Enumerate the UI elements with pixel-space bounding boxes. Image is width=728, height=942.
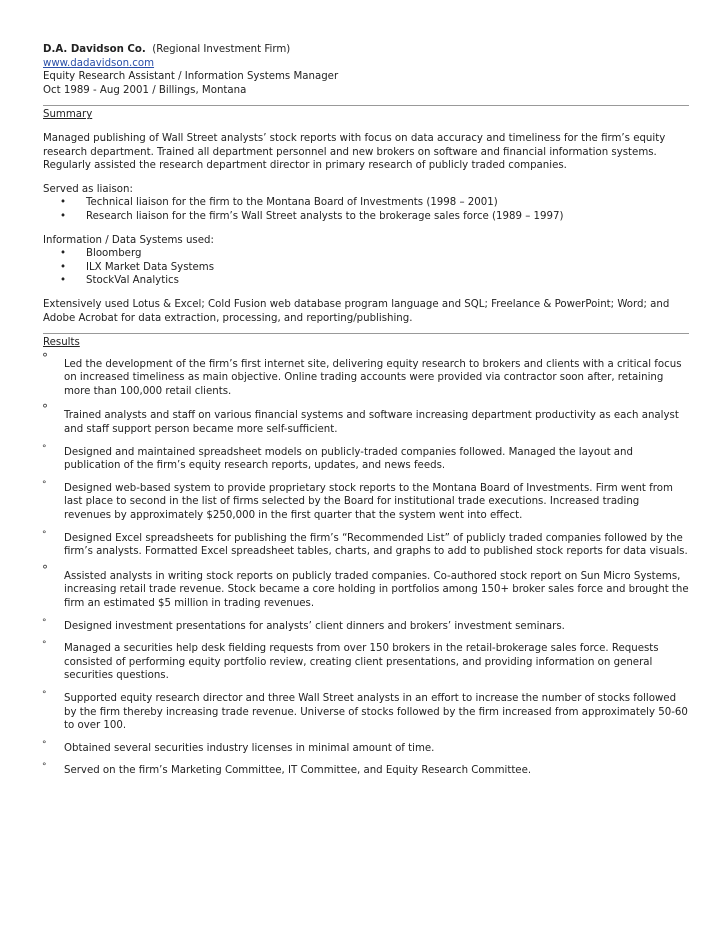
degree-bullet-icon: °	[42, 402, 48, 417]
list-item: • Technical liaison for the firm to the Montana Board of Investments (1998 – 2001)	[60, 197, 498, 209]
bullet-icon: •	[60, 261, 67, 273]
result-item: ° Supported equity research director and three Wall Street analysts in an effort to increase the number of stocks followed by the firm thereby increasing trade revenue. Universe of stocks followed by the firm increased from approximately 50-60 to over 100.	[42, 689, 688, 732]
result-item: ° Designed web-based system to provide proprietary stock reports to the Montana Board of Investments. Firm went from last place to second in the list of firms selected by the Board for institutional trade executions. Increased trading revenues by approximately $250,000 in the first quarter that the system went into effect.	[42, 479, 673, 522]
results-list	[42, 350, 689, 778]
degree-bullet-icon: °	[42, 617, 47, 628]
result-item: ° Managed a securities help desk fielding requests from over 150 brokers in the retail-brokerage sales force. Requests consisted of performing equity portfolio review, creating client presentations, and providing information on general securities questions.	[42, 640, 659, 682]
result-item: ° Obtained several securities industry licenses in minimal amount of time.	[42, 739, 435, 754]
results-title: Results	[43, 337, 80, 349]
bullet-icon: •	[60, 248, 67, 260]
degree-bullet-icon: °	[42, 529, 47, 540]
systems-list	[43, 247, 689, 288]
liaison-heading: Served as liaison:	[43, 183, 133, 195]
bullet-icon: •	[60, 197, 67, 209]
header-line-company	[43, 43, 689, 57]
degree-bullet-icon: °	[42, 640, 47, 651]
list-item: • StockVal Analytics	[60, 275, 179, 287]
list-item: • Research liaison for the firm’s Wall Street analysts to the brokerage sales force (1989 – 1997)	[60, 210, 564, 222]
result-item: ° Led the development of the firm’s first internet site, delivering equity research to brokers and clients with a critical focus on increased timeliness as main objective. Online trading accounts were provided via contractor soon after, retaining more than 100,000 retail clients.	[42, 350, 682, 397]
liaison-list	[43, 196, 689, 223]
bullet-icon: •	[60, 275, 67, 287]
degree-bullet-icon: °	[42, 762, 47, 773]
result-item: ° Designed Excel spreadsheets for publishing the firm’s “Recommended List” of publicly traded companies followed by the firm’s analysts. Formatted Excel spreadsheet tables, charts, and graphs to add to published stock reports for data visuals.	[42, 529, 688, 558]
degree-bullet-icon: °	[42, 479, 47, 490]
degree-bullet-icon: °	[42, 443, 47, 454]
degree-bullet-icon: °	[42, 689, 47, 700]
job-title: Equity Research Assistant / Information Systems Manager	[43, 71, 339, 83]
company-description: (Regional Investment Firm)	[152, 44, 291, 55]
bullet-icon: •	[60, 210, 67, 222]
degree-bullet-icon: °	[42, 739, 47, 750]
result-item: ° Assisted analysts in writing stock reports on publicly traded companies. Co-authored stock report on Sun Micro Systems, increasing retail trade revenue. Stock became a core holding in portfolios among 150+ broker sales force and brought the firm an estimated $5 million in trading revenues.	[42, 562, 689, 609]
company-url-link[interactable]: www.dadavidson.com	[43, 57, 155, 69]
degree-bullet-icon: °	[42, 350, 48, 365]
result-item: ° Designed and maintained spreadsheet models on publicly-traded companies followed. Managed the layout and publication of the firm’s equity research reports, updates, and news feeds.	[42, 443, 633, 472]
summary-paragraph: Managed publishing of Wall Street analysts’ stock reports with focus on data accuracy and timeliness for the firm’s equity research department. Trained all department personnel and new brokers on software and financial information systems. Regularly assisted the research department director in primary research of publicly traded companies.	[43, 132, 666, 172]
software-paragraph: Extensively used Lotus & Excel; Cold Fusion web database program language and SQL; Freelance & PowerPoint; Word; and Adobe Acrobat for data extraction, processing, and reporting/publishing.	[43, 298, 670, 324]
list-item: • Bloomberg	[60, 248, 142, 260]
dates-location: Oct 1989 - Aug 2001 / Billings, Montana	[43, 84, 247, 96]
company-name: D.A. Davidson Co.	[43, 44, 146, 55]
degree-bullet-icon: °	[42, 562, 48, 577]
resume-content	[43, 43, 689, 778]
summary-title: Summary	[43, 109, 93, 121]
divider	[43, 333, 689, 334]
result-item: ° Designed investment presentations for analysts’ client dinners and brokers’ investment seminars.	[42, 617, 565, 632]
systems-heading: Information / Data Systems used:	[43, 234, 214, 246]
divider	[43, 105, 689, 106]
list-item: • ILX Market Data Systems	[60, 261, 215, 273]
result-item: ° Served on the firm’s Marketing Committee, IT Committee, and Equity Research Committee.	[42, 762, 532, 777]
result-item: ° Trained analysts and staff on various financial systems and software increasing department productivity as each analyst and staff support person became more self-sufficient.	[42, 402, 679, 436]
